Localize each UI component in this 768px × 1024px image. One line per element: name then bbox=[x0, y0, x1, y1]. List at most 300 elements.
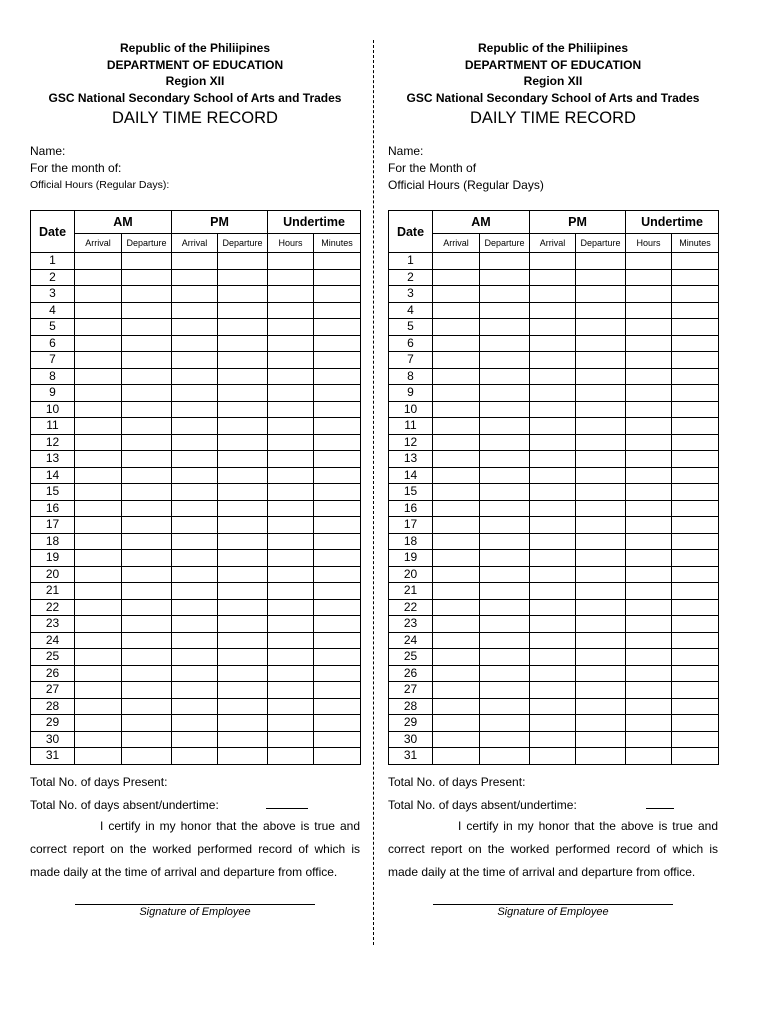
time-entry-cell[interactable] bbox=[530, 682, 576, 699]
time-entry-cell[interactable] bbox=[626, 434, 672, 451]
time-entry-cell[interactable] bbox=[172, 731, 218, 748]
time-entry-cell[interactable] bbox=[433, 533, 480, 550]
time-entry-cell[interactable] bbox=[530, 550, 576, 567]
time-entry-cell[interactable] bbox=[480, 302, 530, 319]
time-entry-cell[interactable] bbox=[480, 500, 530, 517]
time-entry-cell[interactable] bbox=[122, 319, 172, 336]
time-entry-cell[interactable] bbox=[576, 352, 626, 369]
time-entry-cell[interactable] bbox=[268, 682, 314, 699]
time-entry-cell[interactable] bbox=[75, 418, 122, 435]
time-entry-cell[interactable] bbox=[75, 698, 122, 715]
time-entry-cell[interactable] bbox=[480, 467, 530, 484]
time-entry-cell[interactable] bbox=[314, 467, 361, 484]
time-entry-cell[interactable] bbox=[314, 500, 361, 517]
time-entry-cell[interactable] bbox=[672, 352, 719, 369]
time-entry-cell[interactable] bbox=[530, 451, 576, 468]
time-entry-cell[interactable] bbox=[122, 401, 172, 418]
time-entry-cell[interactable] bbox=[626, 566, 672, 583]
time-entry-cell[interactable] bbox=[626, 748, 672, 765]
time-entry-cell[interactable] bbox=[530, 715, 576, 732]
time-entry-cell[interactable] bbox=[530, 467, 576, 484]
time-entry-cell[interactable] bbox=[314, 649, 361, 666]
time-entry-cell[interactable] bbox=[480, 748, 530, 765]
time-entry-cell[interactable] bbox=[480, 368, 530, 385]
time-entry-cell[interactable] bbox=[172, 517, 218, 534]
time-entry-cell[interactable] bbox=[75, 517, 122, 534]
time-entry-cell[interactable] bbox=[268, 385, 314, 402]
time-entry-cell[interactable] bbox=[480, 533, 530, 550]
time-entry-cell[interactable] bbox=[75, 368, 122, 385]
time-entry-cell[interactable] bbox=[433, 599, 480, 616]
time-entry-cell[interactable] bbox=[122, 467, 172, 484]
time-entry-cell[interactable] bbox=[480, 550, 530, 567]
time-entry-cell[interactable] bbox=[268, 500, 314, 517]
time-entry-cell[interactable] bbox=[626, 698, 672, 715]
time-entry-cell[interactable] bbox=[480, 517, 530, 534]
time-entry-cell[interactable] bbox=[626, 533, 672, 550]
time-entry-cell[interactable] bbox=[576, 385, 626, 402]
time-entry-cell[interactable] bbox=[122, 698, 172, 715]
time-entry-cell[interactable] bbox=[530, 253, 576, 270]
time-entry-cell[interactable] bbox=[268, 319, 314, 336]
time-entry-cell[interactable] bbox=[75, 533, 122, 550]
time-entry-cell[interactable] bbox=[75, 632, 122, 649]
time-entry-cell[interactable] bbox=[75, 748, 122, 765]
time-entry-cell[interactable] bbox=[218, 533, 268, 550]
time-entry-cell[interactable] bbox=[122, 368, 172, 385]
time-entry-cell[interactable] bbox=[576, 500, 626, 517]
time-entry-cell[interactable] bbox=[530, 484, 576, 501]
time-entry-cell[interactable] bbox=[122, 517, 172, 534]
time-entry-cell[interactable] bbox=[172, 665, 218, 682]
time-entry-cell[interactable] bbox=[480, 434, 530, 451]
time-entry-cell[interactable] bbox=[672, 715, 719, 732]
time-entry-cell[interactable] bbox=[433, 632, 480, 649]
time-entry-cell[interactable] bbox=[122, 302, 172, 319]
time-entry-cell[interactable] bbox=[480, 335, 530, 352]
time-entry-cell[interactable] bbox=[172, 566, 218, 583]
time-entry-cell[interactable] bbox=[626, 253, 672, 270]
time-entry-cell[interactable] bbox=[433, 748, 480, 765]
time-entry-cell[interactable] bbox=[672, 368, 719, 385]
time-entry-cell[interactable] bbox=[268, 253, 314, 270]
time-entry-cell[interactable] bbox=[172, 599, 218, 616]
time-entry-cell[interactable] bbox=[75, 352, 122, 369]
time-entry-cell[interactable] bbox=[480, 715, 530, 732]
time-entry-cell[interactable] bbox=[433, 731, 480, 748]
absent-blank-line[interactable] bbox=[266, 807, 308, 809]
time-entry-cell[interactable] bbox=[268, 352, 314, 369]
time-entry-cell[interactable] bbox=[172, 418, 218, 435]
time-entry-cell[interactable] bbox=[122, 335, 172, 352]
time-entry-cell[interactable] bbox=[172, 467, 218, 484]
time-entry-cell[interactable] bbox=[480, 566, 530, 583]
time-entry-cell[interactable] bbox=[314, 286, 361, 303]
time-entry-cell[interactable] bbox=[268, 467, 314, 484]
time-entry-cell[interactable] bbox=[268, 649, 314, 666]
time-entry-cell[interactable] bbox=[172, 302, 218, 319]
time-entry-cell[interactable] bbox=[218, 286, 268, 303]
time-entry-cell[interactable] bbox=[218, 253, 268, 270]
time-entry-cell[interactable] bbox=[172, 484, 218, 501]
time-entry-cell[interactable] bbox=[672, 484, 719, 501]
time-entry-cell[interactable] bbox=[530, 286, 576, 303]
time-entry-cell[interactable] bbox=[672, 583, 719, 600]
time-entry-cell[interactable] bbox=[576, 418, 626, 435]
time-entry-cell[interactable] bbox=[576, 583, 626, 600]
time-entry-cell[interactable] bbox=[122, 484, 172, 501]
time-entry-cell[interactable] bbox=[75, 484, 122, 501]
time-entry-cell[interactable] bbox=[172, 253, 218, 270]
time-entry-cell[interactable] bbox=[480, 649, 530, 666]
time-entry-cell[interactable] bbox=[480, 418, 530, 435]
time-entry-cell[interactable] bbox=[268, 517, 314, 534]
time-entry-cell[interactable] bbox=[672, 566, 719, 583]
time-entry-cell[interactable] bbox=[268, 599, 314, 616]
time-entry-cell[interactable] bbox=[433, 385, 480, 402]
time-entry-cell[interactable] bbox=[626, 599, 672, 616]
time-entry-cell[interactable] bbox=[218, 302, 268, 319]
time-entry-cell[interactable] bbox=[172, 616, 218, 633]
time-entry-cell[interactable] bbox=[314, 550, 361, 567]
time-entry-cell[interactable] bbox=[218, 566, 268, 583]
time-entry-cell[interactable] bbox=[433, 500, 480, 517]
time-entry-cell[interactable] bbox=[480, 698, 530, 715]
time-entry-cell[interactable] bbox=[268, 269, 314, 286]
time-entry-cell[interactable] bbox=[530, 418, 576, 435]
time-entry-cell[interactable] bbox=[576, 599, 626, 616]
time-entry-cell[interactable] bbox=[433, 302, 480, 319]
time-entry-cell[interactable] bbox=[672, 434, 719, 451]
time-entry-cell[interactable] bbox=[218, 467, 268, 484]
time-entry-cell[interactable] bbox=[480, 451, 530, 468]
time-entry-cell[interactable] bbox=[218, 649, 268, 666]
time-entry-cell[interactable] bbox=[172, 368, 218, 385]
time-entry-cell[interactable] bbox=[314, 418, 361, 435]
time-entry-cell[interactable] bbox=[172, 698, 218, 715]
time-entry-cell[interactable] bbox=[314, 715, 361, 732]
time-entry-cell[interactable] bbox=[122, 253, 172, 270]
time-entry-cell[interactable] bbox=[314, 533, 361, 550]
time-entry-cell[interactable] bbox=[314, 484, 361, 501]
time-entry-cell[interactable] bbox=[122, 385, 172, 402]
time-entry-cell[interactable] bbox=[576, 715, 626, 732]
time-entry-cell[interactable] bbox=[75, 715, 122, 732]
time-entry-cell[interactable] bbox=[530, 616, 576, 633]
time-entry-cell[interactable] bbox=[480, 583, 530, 600]
time-entry-cell[interactable] bbox=[433, 368, 480, 385]
time-entry-cell[interactable] bbox=[672, 731, 719, 748]
time-entry-cell[interactable] bbox=[672, 649, 719, 666]
time-entry-cell[interactable] bbox=[530, 385, 576, 402]
time-entry-cell[interactable] bbox=[122, 352, 172, 369]
time-entry-cell[interactable] bbox=[172, 286, 218, 303]
time-entry-cell[interactable] bbox=[314, 451, 361, 468]
time-entry-cell[interactable] bbox=[480, 352, 530, 369]
time-entry-cell[interactable] bbox=[172, 533, 218, 550]
time-entry-cell[interactable] bbox=[268, 698, 314, 715]
time-entry-cell[interactable] bbox=[626, 467, 672, 484]
time-entry-cell[interactable] bbox=[672, 269, 719, 286]
time-entry-cell[interactable] bbox=[268, 484, 314, 501]
time-entry-cell[interactable] bbox=[75, 665, 122, 682]
time-entry-cell[interactable] bbox=[314, 682, 361, 699]
time-entry-cell[interactable] bbox=[218, 665, 268, 682]
time-entry-cell[interactable] bbox=[576, 467, 626, 484]
time-entry-cell[interactable] bbox=[218, 269, 268, 286]
time-entry-cell[interactable] bbox=[218, 368, 268, 385]
time-entry-cell[interactable] bbox=[122, 649, 172, 666]
time-entry-cell[interactable] bbox=[480, 682, 530, 699]
time-entry-cell[interactable] bbox=[75, 253, 122, 270]
time-entry-cell[interactable] bbox=[75, 269, 122, 286]
time-entry-cell[interactable] bbox=[172, 401, 218, 418]
time-entry-cell[interactable] bbox=[314, 401, 361, 418]
time-entry-cell[interactable] bbox=[122, 434, 172, 451]
time-entry-cell[interactable] bbox=[218, 616, 268, 633]
time-entry-cell[interactable] bbox=[218, 682, 268, 699]
time-entry-cell[interactable] bbox=[314, 302, 361, 319]
time-entry-cell[interactable] bbox=[626, 418, 672, 435]
time-entry-cell[interactable] bbox=[530, 566, 576, 583]
time-entry-cell[interactable] bbox=[268, 286, 314, 303]
time-entry-cell[interactable] bbox=[268, 368, 314, 385]
time-entry-cell[interactable] bbox=[576, 566, 626, 583]
time-entry-cell[interactable] bbox=[268, 434, 314, 451]
time-entry-cell[interactable] bbox=[672, 632, 719, 649]
time-entry-cell[interactable] bbox=[122, 451, 172, 468]
time-entry-cell[interactable] bbox=[626, 517, 672, 534]
time-entry-cell[interactable] bbox=[433, 335, 480, 352]
time-entry-cell[interactable] bbox=[433, 319, 480, 336]
time-entry-cell[interactable] bbox=[672, 451, 719, 468]
time-entry-cell[interactable] bbox=[75, 335, 122, 352]
time-entry-cell[interactable] bbox=[672, 550, 719, 567]
time-entry-cell[interactable] bbox=[268, 533, 314, 550]
time-entry-cell[interactable] bbox=[530, 583, 576, 600]
time-entry-cell[interactable] bbox=[218, 335, 268, 352]
time-entry-cell[interactable] bbox=[576, 434, 626, 451]
time-entry-cell[interactable] bbox=[672, 500, 719, 517]
time-entry-cell[interactable] bbox=[122, 731, 172, 748]
time-entry-cell[interactable] bbox=[75, 566, 122, 583]
time-entry-cell[interactable] bbox=[672, 401, 719, 418]
time-entry-cell[interactable] bbox=[433, 467, 480, 484]
time-entry-cell[interactable] bbox=[268, 451, 314, 468]
time-entry-cell[interactable] bbox=[433, 434, 480, 451]
time-entry-cell[interactable] bbox=[576, 665, 626, 682]
time-entry-cell[interactable] bbox=[172, 269, 218, 286]
time-entry-cell[interactable] bbox=[433, 253, 480, 270]
time-entry-cell[interactable] bbox=[672, 286, 719, 303]
absent-blank-line[interactable] bbox=[646, 807, 674, 809]
time-entry-cell[interactable] bbox=[626, 286, 672, 303]
time-entry-cell[interactable] bbox=[672, 616, 719, 633]
time-entry-cell[interactable] bbox=[576, 517, 626, 534]
time-entry-cell[interactable] bbox=[433, 550, 480, 567]
time-entry-cell[interactable] bbox=[530, 368, 576, 385]
time-entry-cell[interactable] bbox=[576, 649, 626, 666]
time-entry-cell[interactable] bbox=[433, 583, 480, 600]
time-entry-cell[interactable] bbox=[122, 566, 172, 583]
time-entry-cell[interactable] bbox=[433, 649, 480, 666]
time-entry-cell[interactable] bbox=[530, 731, 576, 748]
time-entry-cell[interactable] bbox=[626, 385, 672, 402]
time-entry-cell[interactable] bbox=[172, 715, 218, 732]
time-entry-cell[interactable] bbox=[626, 665, 672, 682]
time-entry-cell[interactable] bbox=[172, 335, 218, 352]
time-entry-cell[interactable] bbox=[314, 335, 361, 352]
time-entry-cell[interactable] bbox=[218, 517, 268, 534]
time-entry-cell[interactable] bbox=[480, 632, 530, 649]
time-entry-cell[interactable] bbox=[576, 616, 626, 633]
time-entry-cell[interactable] bbox=[433, 517, 480, 534]
time-entry-cell[interactable] bbox=[172, 451, 218, 468]
time-entry-cell[interactable] bbox=[268, 302, 314, 319]
time-entry-cell[interactable] bbox=[268, 401, 314, 418]
time-entry-cell[interactable] bbox=[314, 352, 361, 369]
time-entry-cell[interactable] bbox=[530, 434, 576, 451]
time-entry-cell[interactable] bbox=[530, 319, 576, 336]
time-entry-cell[interactable] bbox=[480, 731, 530, 748]
time-entry-cell[interactable] bbox=[268, 665, 314, 682]
time-entry-cell[interactable] bbox=[576, 368, 626, 385]
time-entry-cell[interactable] bbox=[433, 682, 480, 699]
time-entry-cell[interactable] bbox=[218, 319, 268, 336]
time-entry-cell[interactable] bbox=[314, 269, 361, 286]
time-entry-cell[interactable] bbox=[480, 401, 530, 418]
time-entry-cell[interactable] bbox=[122, 418, 172, 435]
time-entry-cell[interactable] bbox=[172, 434, 218, 451]
time-entry-cell[interactable] bbox=[218, 583, 268, 600]
time-entry-cell[interactable] bbox=[576, 550, 626, 567]
time-entry-cell[interactable] bbox=[172, 319, 218, 336]
time-entry-cell[interactable] bbox=[172, 385, 218, 402]
time-entry-cell[interactable] bbox=[626, 368, 672, 385]
time-entry-cell[interactable] bbox=[433, 484, 480, 501]
time-entry-cell[interactable] bbox=[314, 731, 361, 748]
time-entry-cell[interactable] bbox=[530, 665, 576, 682]
time-entry-cell[interactable] bbox=[530, 352, 576, 369]
time-entry-cell[interactable] bbox=[480, 319, 530, 336]
time-entry-cell[interactable] bbox=[122, 583, 172, 600]
time-entry-cell[interactable] bbox=[530, 517, 576, 534]
time-entry-cell[interactable] bbox=[576, 484, 626, 501]
time-entry-cell[interactable] bbox=[672, 302, 719, 319]
time-entry-cell[interactable] bbox=[268, 418, 314, 435]
time-entry-cell[interactable] bbox=[75, 616, 122, 633]
time-entry-cell[interactable] bbox=[433, 401, 480, 418]
time-entry-cell[interactable] bbox=[75, 302, 122, 319]
signature-line[interactable] bbox=[75, 904, 315, 905]
time-entry-cell[interactable] bbox=[530, 698, 576, 715]
time-entry-cell[interactable] bbox=[433, 566, 480, 583]
time-entry-cell[interactable] bbox=[172, 352, 218, 369]
time-entry-cell[interactable] bbox=[172, 632, 218, 649]
time-entry-cell[interactable] bbox=[314, 253, 361, 270]
time-entry-cell[interactable] bbox=[480, 286, 530, 303]
time-entry-cell[interactable] bbox=[314, 632, 361, 649]
time-entry-cell[interactable] bbox=[626, 715, 672, 732]
time-entry-cell[interactable] bbox=[433, 269, 480, 286]
time-entry-cell[interactable] bbox=[626, 649, 672, 666]
time-entry-cell[interactable] bbox=[268, 748, 314, 765]
time-entry-cell[interactable] bbox=[268, 731, 314, 748]
time-entry-cell[interactable] bbox=[268, 566, 314, 583]
time-entry-cell[interactable] bbox=[218, 500, 268, 517]
time-entry-cell[interactable] bbox=[672, 682, 719, 699]
time-entry-cell[interactable] bbox=[576, 682, 626, 699]
time-entry-cell[interactable] bbox=[626, 319, 672, 336]
time-entry-cell[interactable] bbox=[122, 665, 172, 682]
time-entry-cell[interactable] bbox=[314, 583, 361, 600]
time-entry-cell[interactable] bbox=[576, 319, 626, 336]
time-entry-cell[interactable] bbox=[433, 616, 480, 633]
time-entry-cell[interactable] bbox=[480, 616, 530, 633]
time-entry-cell[interactable] bbox=[433, 451, 480, 468]
time-entry-cell[interactable] bbox=[530, 599, 576, 616]
time-entry-cell[interactable] bbox=[314, 665, 361, 682]
time-entry-cell[interactable] bbox=[433, 286, 480, 303]
time-entry-cell[interactable] bbox=[218, 731, 268, 748]
time-entry-cell[interactable] bbox=[433, 715, 480, 732]
time-entry-cell[interactable] bbox=[626, 335, 672, 352]
time-entry-cell[interactable] bbox=[122, 682, 172, 699]
time-entry-cell[interactable] bbox=[268, 335, 314, 352]
time-entry-cell[interactable] bbox=[75, 599, 122, 616]
time-entry-cell[interactable] bbox=[480, 385, 530, 402]
time-entry-cell[interactable] bbox=[576, 401, 626, 418]
time-entry-cell[interactable] bbox=[626, 500, 672, 517]
time-entry-cell[interactable] bbox=[576, 698, 626, 715]
time-entry-cell[interactable] bbox=[314, 698, 361, 715]
time-entry-cell[interactable] bbox=[122, 550, 172, 567]
time-entry-cell[interactable] bbox=[75, 500, 122, 517]
time-entry-cell[interactable] bbox=[122, 269, 172, 286]
time-entry-cell[interactable] bbox=[672, 467, 719, 484]
time-entry-cell[interactable] bbox=[122, 286, 172, 303]
time-entry-cell[interactable] bbox=[672, 748, 719, 765]
time-entry-cell[interactable] bbox=[576, 253, 626, 270]
time-entry-cell[interactable] bbox=[626, 682, 672, 699]
time-entry-cell[interactable] bbox=[480, 269, 530, 286]
time-entry-cell[interactable] bbox=[218, 418, 268, 435]
time-entry-cell[interactable] bbox=[672, 253, 719, 270]
time-entry-cell[interactable] bbox=[672, 698, 719, 715]
time-entry-cell[interactable] bbox=[218, 632, 268, 649]
time-entry-cell[interactable] bbox=[672, 418, 719, 435]
time-entry-cell[interactable] bbox=[122, 748, 172, 765]
time-entry-cell[interactable] bbox=[626, 352, 672, 369]
time-entry-cell[interactable] bbox=[626, 550, 672, 567]
time-entry-cell[interactable] bbox=[626, 731, 672, 748]
time-entry-cell[interactable] bbox=[268, 715, 314, 732]
time-entry-cell[interactable] bbox=[218, 484, 268, 501]
time-entry-cell[interactable] bbox=[75, 682, 122, 699]
time-entry-cell[interactable] bbox=[576, 632, 626, 649]
time-entry-cell[interactable] bbox=[122, 533, 172, 550]
time-entry-cell[interactable] bbox=[433, 352, 480, 369]
time-entry-cell[interactable] bbox=[530, 748, 576, 765]
time-entry-cell[interactable] bbox=[626, 269, 672, 286]
time-entry-cell[interactable] bbox=[672, 517, 719, 534]
time-entry-cell[interactable] bbox=[314, 517, 361, 534]
time-entry-cell[interactable] bbox=[530, 401, 576, 418]
time-entry-cell[interactable] bbox=[314, 748, 361, 765]
time-entry-cell[interactable] bbox=[576, 748, 626, 765]
time-entry-cell[interactable] bbox=[480, 484, 530, 501]
time-entry-cell[interactable] bbox=[576, 335, 626, 352]
